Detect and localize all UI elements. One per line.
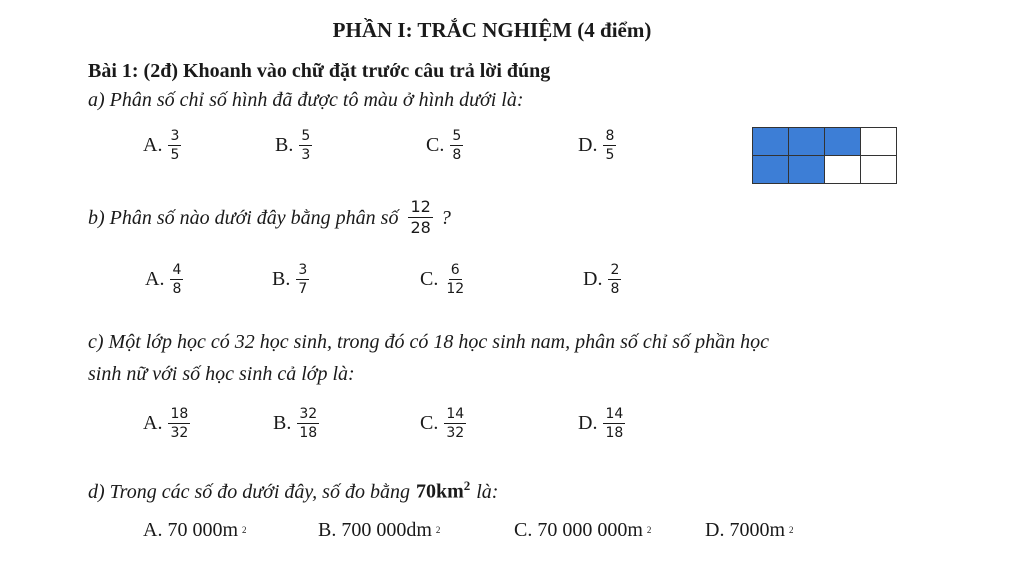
question-d-text: d) Trong các số đo dưới đây, số đo bằng: [88, 480, 410, 503]
option-b-D[interactable]: [583, 262, 621, 297]
option-label: B.: [275, 134, 294, 156]
denominator: 3: [301, 147, 311, 163]
denominator: 18: [299, 425, 318, 441]
question-b-line: [88, 198, 451, 237]
fraction: [168, 406, 190, 441]
option-d-B[interactable]: [318, 519, 440, 542]
option-a-D[interactable]: [578, 128, 616, 163]
option-b-A[interactable]: [145, 262, 183, 297]
option-label: B.: [273, 412, 292, 434]
denominator: 8: [610, 281, 620, 297]
option-label: D.: [578, 412, 598, 434]
denominator: 32: [170, 425, 189, 441]
exponent: 2: [463, 478, 471, 493]
option-label: C.: [426, 134, 445, 156]
fraction: [450, 128, 463, 163]
grid-cell-colored: [789, 156, 825, 184]
numerator: 6: [450, 262, 460, 278]
question-b-mark: ?: [440, 206, 451, 229]
question-a-text: a) Phân số chỉ số hình đã được tô màu ở hình dưới là:: [88, 89, 524, 111]
question-c-line2: sinh nữ với số học sinh cả lớp là:: [88, 363, 355, 385]
denominator: 5: [605, 147, 615, 163]
fraction: [168, 128, 181, 163]
option-c-B[interactable]: [273, 406, 319, 441]
option-text: D. 7000m: [705, 519, 785, 541]
numerator: 12: [410, 197, 431, 216]
fraction: [170, 262, 183, 297]
fraction: [297, 406, 319, 441]
grid-cell-empty: [861, 156, 897, 184]
numerator: 8: [605, 128, 615, 144]
fraction: [296, 262, 309, 297]
denominator: 8: [452, 147, 462, 163]
grid-cell-empty: [861, 128, 897, 156]
fraction: [299, 128, 312, 163]
denominator: 18: [605, 425, 624, 441]
option-b-C[interactable]: [420, 262, 466, 297]
numerator: 4: [172, 262, 182, 278]
option-a-C[interactable]: [426, 128, 463, 163]
question-c-options: [0, 406, 1024, 466]
option-d-D[interactable]: [705, 519, 794, 542]
denominator: 8: [172, 281, 182, 297]
numerator: 5: [301, 128, 311, 144]
grid-cell-colored: [753, 156, 789, 184]
question-d-line: [88, 470, 498, 508]
numerator: 18: [170, 406, 189, 422]
option-text: C. 70 000 000m: [514, 519, 643, 541]
fraction: [608, 262, 621, 297]
option-exponent: 2: [435, 525, 441, 535]
option-b-B[interactable]: [272, 262, 309, 297]
section-title: PHẦN I: TRẮC NGHIỆM (4 điểm): [332, 18, 652, 42]
option-text: B. 700 000dm: [318, 519, 432, 541]
grid-cell-empty: [825, 156, 861, 184]
fraction: [444, 406, 466, 441]
value-text: 70km: [415, 480, 464, 503]
numerator: 3: [298, 262, 308, 278]
denominator: 12: [446, 281, 465, 297]
denominator: 5: [170, 147, 180, 163]
option-c-A[interactable]: [143, 406, 190, 441]
option-a-A[interactable]: [143, 128, 181, 163]
option-label: D.: [578, 134, 598, 156]
option-exponent: 2: [646, 525, 652, 535]
question-c-line1: c) Một lớp học có 32 học sinh, trong đó có 18 học sinh nam, phân số chỉ số phần học: [88, 331, 769, 353]
denominator: 7: [298, 281, 308, 297]
option-a-B[interactable]: [275, 128, 312, 163]
option-label: B.: [272, 268, 291, 290]
option-d-C[interactable]: [514, 519, 651, 542]
question-d-tail: là:: [476, 480, 499, 503]
fraction: [603, 406, 625, 441]
option-d-A[interactable]: [143, 519, 247, 542]
question-d-value: [416, 470, 470, 508]
option-exponent: 2: [242, 525, 247, 535]
option-c-C[interactable]: [420, 406, 466, 441]
numerator: 5: [452, 128, 462, 144]
option-label: A.: [143, 134, 163, 156]
question-b-fraction: [408, 198, 432, 237]
grid-cell-colored: [825, 128, 861, 156]
option-c-D[interactable]: [578, 406, 625, 441]
option-text: A. 70 000m: [143, 519, 238, 541]
numerator: 3: [170, 128, 180, 144]
grid-cell-colored: [789, 128, 825, 156]
option-label: D.: [583, 268, 603, 290]
grid-cell-colored: [753, 128, 789, 156]
exercise-heading: Bài 1: (2đ) Khoanh vào chữ đặt trước câu trả lời đúng: [88, 60, 551, 82]
option-label: A.: [143, 412, 163, 434]
numerator: 14: [446, 406, 465, 422]
question-b-text: b) Phân số nào dưới đây bằng phân số: [88, 206, 399, 229]
option-label: C.: [420, 268, 439, 290]
option-exponent: 2: [789, 525, 794, 535]
denominator: 32: [446, 425, 465, 441]
option-label: C.: [420, 412, 439, 434]
fraction: [444, 262, 466, 297]
option-label: A.: [145, 268, 165, 290]
denominator: 28: [410, 218, 431, 237]
fraction: [603, 128, 616, 163]
numerator: 32: [299, 406, 318, 422]
numerator: 14: [605, 406, 624, 422]
question-b-options: [0, 262, 1024, 322]
numerator: 2: [610, 262, 620, 278]
fraction-grid-figure: [752, 127, 897, 184]
